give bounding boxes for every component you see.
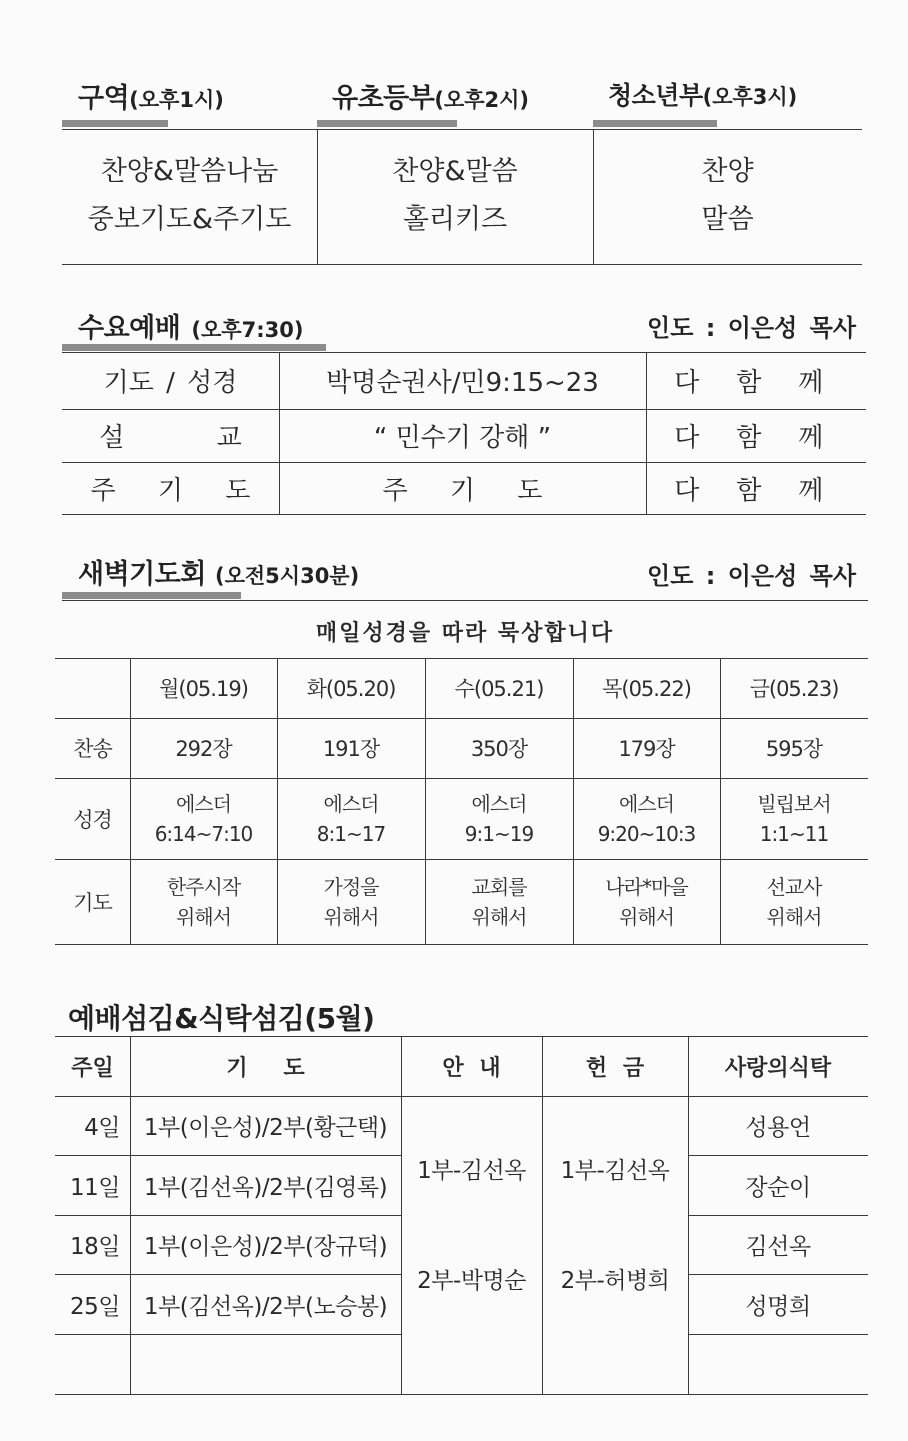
guide-duty: 2부-박명순 [417, 1267, 526, 1294]
col-header: 기 도 [226, 1055, 305, 1081]
guide-duty: 1부-김선옥 [417, 1157, 526, 1184]
scripture-cell [130, 778, 277, 859]
scripture-cell [720, 778, 868, 859]
col-header: 주일 [71, 1055, 114, 1081]
header-highlight [62, 344, 326, 351]
prayer-duty: 1부(이은성)/2부(황근택) [143, 1115, 388, 1141]
prayer-cell [425, 859, 573, 944]
group-content-children [317, 146, 593, 246]
prayer-cell [720, 859, 868, 944]
scripture-book: 에스더 [323, 791, 379, 816]
wednesday-time: (오후7:30) [191, 318, 304, 342]
row-content: “ 민수기 강해 ” [373, 423, 552, 453]
scripture-book: 에스더 [176, 791, 231, 816]
header-highlight [62, 120, 168, 127]
row-who: 다 함 께 [674, 368, 838, 398]
group-time: (오후3시) [702, 85, 798, 109]
hymn-cell: 350장 [470, 737, 528, 761]
group-title: 구역 [78, 83, 130, 114]
divider [62, 129, 862, 130]
wednesday-leader: 인도 : 이은성 목사 [647, 314, 856, 342]
offering-duty: 1부-김선옥 [560, 1157, 670, 1184]
prayer-suffix: 위해서 [471, 904, 527, 929]
divider [688, 1334, 868, 1335]
table-duty: 김선옥 [745, 1234, 811, 1260]
table-duty: 장순이 [745, 1174, 811, 1201]
table-duty: 성용언 [745, 1115, 811, 1141]
dawn-time: (오전5시30분) [215, 564, 360, 588]
scripture-book: 에스더 [471, 791, 527, 816]
group-title: 청소년부 [608, 81, 703, 110]
divider [55, 1334, 401, 1335]
day-header: 화(05.20) [306, 677, 396, 701]
row-label: 기도 [73, 890, 112, 915]
prayer-suffix: 위해서 [176, 904, 231, 929]
group-header-youth [608, 76, 797, 112]
hymn-cell: 179장 [618, 737, 675, 761]
scripture-range: 6:14~7:10 [154, 821, 253, 846]
row-label: 성경 [73, 807, 112, 832]
prayer-cell [130, 859, 277, 944]
row-content: 박명순권사/민9:15~23 [326, 368, 599, 398]
scripture-cell [277, 778, 425, 859]
dawn-subtitle: 매일성경을 따라 묵상합니다 [315, 620, 615, 646]
section-title [78, 552, 359, 591]
scripture-range: 9:20~10:3 [597, 821, 696, 846]
header-highlight [317, 120, 457, 127]
content-line: 말씀 [701, 204, 754, 235]
hymn-cell: 191장 [322, 737, 380, 761]
sunday-date: 25일 [70, 1293, 120, 1320]
day-header: 월(05.19) [159, 677, 248, 701]
divider [62, 514, 866, 515]
section-title [78, 306, 303, 345]
row-who: 다 함 께 [674, 423, 838, 453]
content-line: 홀리키즈 [402, 204, 508, 235]
scripture-book: 에스더 [619, 791, 674, 816]
hymn-cell: 292장 [175, 737, 232, 761]
row-label: 주 기 도 [90, 475, 251, 506]
content-line: 찬양&말씀나눔 [100, 156, 279, 187]
prayer-cell [573, 859, 720, 944]
row-label: 설 교 [99, 423, 242, 453]
group-title: 유초등부 [332, 83, 435, 114]
prayer-topic: 교회를 [471, 874, 527, 899]
col-header: 헌 금 [585, 1055, 645, 1081]
scripture-cell [425, 778, 573, 859]
divider [55, 944, 868, 945]
prayer-duty: 1부(김선옥)/2부(노승봉) [143, 1293, 388, 1320]
dawn-title: 새벽기도회 [78, 559, 206, 590]
prayer-duty: 1부(김선옥)/2부(김영록) [143, 1174, 388, 1201]
group-time: (오후1시) [129, 88, 224, 112]
sunday-date: 18일 [70, 1234, 120, 1260]
group-content-district [62, 146, 317, 246]
header-highlight [62, 592, 241, 599]
group-content-youth [593, 146, 862, 246]
row-label: 찬송 [73, 737, 112, 761]
day-header: 수(05.21) [454, 677, 544, 701]
scripture-range: 9:1~19 [464, 821, 534, 846]
col-header: 사랑의식탁 [724, 1055, 832, 1081]
table-duty: 성명희 [745, 1293, 811, 1320]
day-header: 금(05.23) [749, 677, 839, 701]
prayer-suffix: 위해서 [619, 904, 674, 929]
prayer-suffix: 위해서 [766, 904, 822, 929]
header-highlight [593, 120, 717, 127]
scripture-range: 8:1~17 [316, 821, 386, 846]
divider [62, 600, 868, 601]
content-line: 찬양&말씀 [392, 156, 518, 187]
content-line: 찬양 [701, 156, 754, 187]
row-who: 다 함 께 [674, 475, 838, 506]
prayer-cell [277, 859, 425, 944]
row-content: 주 기 도 [382, 475, 543, 506]
prayer-topic: 가정을 [323, 874, 379, 899]
prayer-duty: 1부(이은성)/2부(장규덕) [143, 1234, 388, 1260]
group-time: (오후2시) [434, 88, 529, 112]
prayer-topic: 나라*마을 [605, 874, 688, 899]
prayer-topic: 선교사 [766, 874, 822, 899]
group-header-district [78, 76, 224, 115]
scripture-range: 1:1~11 [759, 821, 829, 846]
day-header: 목(05.22) [602, 677, 691, 701]
col-header: 안 내 [442, 1055, 501, 1081]
offering-duty: 2부-허병희 [560, 1267, 670, 1294]
divider [62, 264, 862, 265]
content-line: 중보기도&주기도 [87, 204, 292, 235]
service-title: 예배섬김&식탁섬김(5월) [68, 1002, 375, 1035]
row-label: 기도 / 성경 [103, 368, 238, 398]
sunday-date: 11일 [70, 1174, 120, 1201]
divider [55, 1394, 868, 1395]
wednesday-title: 수요예배 [78, 313, 181, 344]
group-header-children [332, 76, 529, 115]
scripture-cell [573, 778, 720, 859]
hymn-cell: 595장 [765, 737, 823, 761]
prayer-suffix: 위해서 [323, 904, 379, 929]
scripture-book: 빌립보서 [757, 791, 831, 816]
prayer-topic: 한주시작 [166, 874, 241, 899]
dawn-leader: 인도 : 이은성 목사 [647, 562, 856, 590]
sunday-date: 4일 [84, 1115, 120, 1141]
